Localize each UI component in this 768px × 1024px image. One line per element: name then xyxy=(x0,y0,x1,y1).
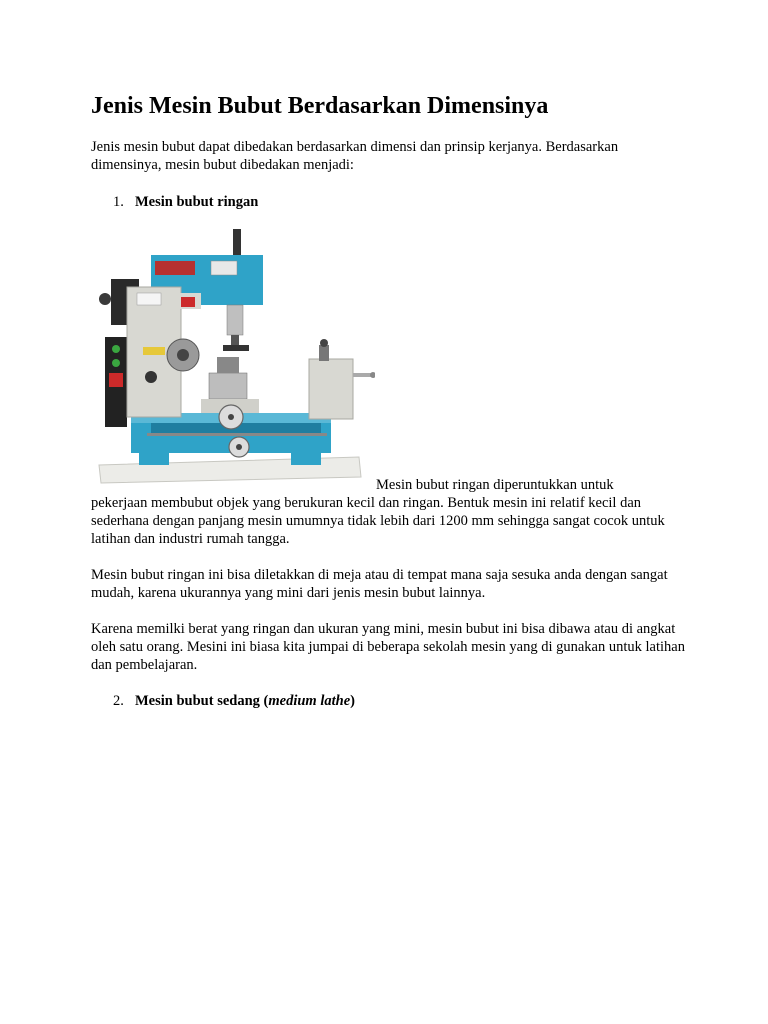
list-number: 1. xyxy=(113,194,124,210)
list-label-suffix: ) xyxy=(350,693,355,709)
page-title: Jenis Mesin Bubut Berdasarkan Dimensinya xyxy=(91,93,549,119)
paragraph-placement: Mesin bubut ringan ini bisa diletakkan di meja atau di tempat mana saja sesuka anda dengan sangat mudah, karena ukurannya yang mini dari jenis mesin bubut lainnya. xyxy=(91,567,668,601)
list-item xyxy=(113,193,258,211)
paragraph-portability: Karena memilki berat yang ringan dan ukuran yang mini, mesin bubut ini bisa dibawa atau di angkat oleh satu orang. Mesini ini biasa kita jumpai di beberapa sekolah mesin yang di gunakan untuk latihan dan pembelajaran. xyxy=(91,621,685,673)
list-label: Mesin bubut sedang ( xyxy=(135,693,269,709)
list-item xyxy=(113,692,355,710)
caption-line: Mesin bubut ringan diperuntukkan untuk xyxy=(376,477,614,493)
description-paragraph: pekerjaan membubut objek yang berukuran kecil dan ringan. Bentuk mesin ini relatif kecil dan sederhana dengan panjang mesin umumnya tidak lebih dari 1200 mm sehingga sangat cocok untuk latihan dan industri rumah tangga. xyxy=(91,495,665,547)
mini-lathe-machine-image xyxy=(91,227,375,489)
intro-paragraph: Jenis mesin bubut dapat dibedakan berdasarkan dimensi dan prinsip kerjanya. Berdasarkan dimensinya, mesin bubut dibedakan menjadi: xyxy=(91,139,619,173)
list-label: Mesin bubut ringan xyxy=(135,194,259,210)
list-number: 2. xyxy=(113,693,124,709)
list-label-italic: medium lathe xyxy=(268,693,351,709)
